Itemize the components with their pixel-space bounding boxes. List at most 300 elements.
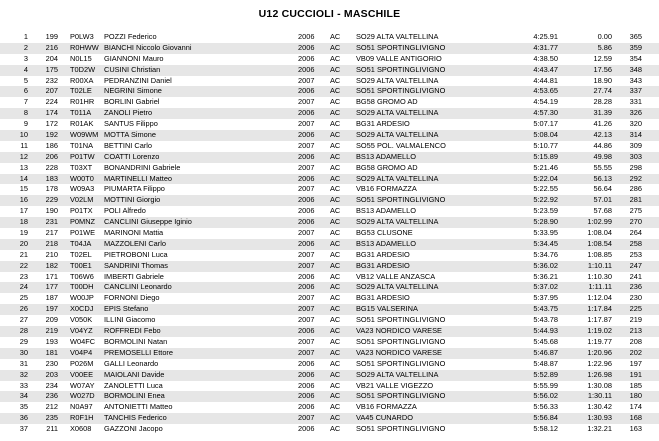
birth-year-cell: 2006 [298, 217, 315, 227]
team-cell: SO51 SPORTINGLIVIGNO [356, 336, 446, 346]
points-cell: 314 [629, 130, 642, 140]
team-cell: BS13 ADAMELLO [356, 151, 416, 161]
table-row [0, 32, 659, 43]
points-cell: 202 [629, 347, 642, 357]
bib-cell: 218 [45, 238, 58, 248]
table-row [0, 424, 659, 435]
points-cell: 258 [629, 238, 642, 248]
athlete-name-cell: COATTI Lorenzo [104, 151, 160, 161]
athlete-name-cell: SANTUS Filippo [104, 119, 158, 129]
position-cell: 32 [19, 369, 28, 379]
bib-cell: 234 [45, 380, 58, 390]
team-cell: VA23 NORDICO VARESE [356, 347, 442, 357]
time-cell: 5:56.02 [533, 391, 558, 401]
category-cell: AC [330, 86, 341, 96]
position-cell: 18 [19, 217, 28, 227]
code-cell: T011A [70, 108, 92, 118]
category-cell: AC [330, 249, 341, 259]
category-cell: AC [330, 402, 341, 412]
points-cell: 230 [629, 293, 642, 303]
position-cell: 16 [19, 195, 28, 205]
bib-cell: 182 [45, 260, 58, 270]
points-cell: 174 [629, 402, 642, 412]
category-cell: AC [330, 130, 341, 140]
time-cell: 5:52.89 [533, 369, 558, 379]
code-cell: T02LE [70, 86, 92, 96]
code-cell: P0MNZ [70, 217, 96, 227]
category-cell: AC [330, 64, 341, 74]
category-cell: AC [330, 271, 341, 281]
time-cell: 5:58.12 [533, 424, 558, 434]
time-cell: 4:38.50 [533, 53, 558, 63]
birth-year-cell: 2006 [298, 130, 315, 140]
bib-cell: 204 [45, 53, 58, 63]
athlete-name-cell: BETTINI Carlo [104, 140, 153, 150]
birth-year-cell: 2007 [298, 336, 315, 346]
points-cell: 185 [629, 380, 642, 390]
birth-year-cell: 2006 [298, 86, 315, 96]
time-cell: 5:10.77 [533, 140, 558, 150]
team-cell: SO51 SPORTINGLIVIGNO [356, 42, 446, 52]
category-cell: AC [330, 75, 341, 85]
position-cell: 33 [19, 380, 28, 390]
bib-cell: 181 [45, 347, 58, 357]
code-cell: V00EE [70, 369, 94, 379]
athlete-name-cell: SANDRINI Thomas [104, 260, 168, 270]
position-cell: 34 [19, 391, 28, 401]
code-cell: R0HWW [70, 42, 99, 52]
bib-cell: 187 [45, 293, 58, 303]
table-row [0, 370, 659, 381]
birth-year-cell: 2006 [298, 391, 315, 401]
category-cell: AC [330, 42, 341, 52]
bib-cell: 193 [45, 336, 58, 346]
bib-cell: 212 [45, 402, 58, 412]
table-row [0, 326, 659, 337]
athlete-name-cell: PIETROBONI Luca [104, 249, 168, 259]
position-cell: 21 [19, 249, 28, 259]
position-cell: 31 [19, 358, 28, 368]
time-cell: 5:15.89 [533, 151, 558, 161]
team-cell: SO51 SPORTINGLIVIGNO [356, 195, 446, 205]
athlete-name-cell: IMBERTI Gabriele [104, 271, 164, 281]
category-cell: AC [330, 358, 341, 368]
points-cell: 225 [629, 304, 642, 314]
table-row [0, 282, 659, 293]
time-cell: 4:53.65 [533, 86, 558, 96]
table-row [0, 239, 659, 250]
athlete-name-cell: CANCLINI Leonardo [104, 282, 172, 292]
birth-year-cell: 2007 [298, 75, 315, 85]
position-cell: 17 [19, 206, 28, 216]
time-cell: 4:43.47 [533, 64, 558, 74]
athlete-name-cell: BONANDRINI Gabriele [104, 162, 181, 172]
position-cell: 30 [19, 347, 28, 357]
team-cell: SO29 ALTA VALTELLINA [356, 217, 439, 227]
code-cell: W00T0 [70, 173, 94, 183]
category-cell: AC [330, 140, 341, 150]
time-cell: 5:37.95 [533, 293, 558, 303]
gap-cell: 31.39 [593, 108, 612, 118]
team-cell: BG31 ARDESIO [356, 119, 410, 129]
gap-cell: 1:10.30 [587, 271, 612, 281]
time-cell: 5:36.21 [533, 271, 558, 281]
birth-year-cell: 2007 [298, 162, 315, 172]
gap-cell: 17.56 [593, 64, 612, 74]
athlete-name-cell: ILLINI Giacomo [104, 315, 156, 325]
table-row [0, 43, 659, 54]
points-cell: 331 [629, 97, 642, 107]
team-cell: BG15 VALSERINA [356, 304, 418, 314]
table-row [0, 348, 659, 359]
athlete-name-cell: EPIS Stefano [104, 304, 149, 314]
table-row [0, 359, 659, 370]
athlete-name-cell: CUSINI Christian [104, 64, 161, 74]
table-row [0, 315, 659, 326]
team-cell: BG31 ARDESIO [356, 260, 410, 270]
points-cell: 247 [629, 260, 642, 270]
category-cell: AC [330, 315, 341, 325]
bib-cell: 171 [45, 271, 58, 281]
position-cell: 22 [19, 260, 28, 270]
bib-cell: 231 [45, 217, 58, 227]
team-cell: SO51 SPORTINGLIVIGNO [356, 358, 446, 368]
code-cell: T0D2W [70, 64, 96, 74]
time-cell: 5:23.59 [533, 206, 558, 216]
athlete-name-cell: PREMOSELLI Ettore [104, 347, 174, 357]
points-cell: 298 [629, 162, 642, 172]
points-cell: 236 [629, 282, 642, 292]
gap-cell: 1:08.04 [587, 228, 612, 238]
points-cell: 241 [629, 271, 642, 281]
team-cell: VA45 CUNARDO [356, 413, 413, 423]
team-cell: SO29 ALTA VALTELLINA [356, 173, 439, 183]
time-cell: 5:22.55 [533, 184, 558, 194]
code-cell: T04JA [70, 238, 92, 248]
points-cell: 275 [629, 206, 642, 216]
position-cell: 26 [19, 304, 28, 314]
time-cell: 5:46.87 [533, 347, 558, 357]
points-cell: 281 [629, 195, 642, 205]
code-cell: T00E1 [70, 260, 92, 270]
time-cell: 5:21.46 [533, 162, 558, 172]
gap-cell: 1:20.96 [587, 347, 612, 357]
bib-cell: 206 [45, 151, 58, 161]
points-cell: 213 [629, 326, 642, 336]
points-cell: 168 [629, 413, 642, 423]
table-row [0, 195, 659, 206]
athlete-name-cell: POZZI Federico [104, 32, 157, 41]
time-cell: 5:07.17 [533, 119, 558, 129]
position-cell: 9 [23, 119, 28, 129]
table-row [0, 130, 659, 141]
birth-year-cell: 2006 [298, 32, 315, 41]
athlete-name-cell: MOTTA Simone [104, 130, 157, 140]
category-cell: AC [330, 228, 341, 238]
points-cell: 343 [629, 75, 642, 85]
table-row [0, 76, 659, 87]
athlete-name-cell: POLI Alfredo [104, 206, 146, 216]
team-cell: SO29 ALTA VALTELLINA [356, 108, 439, 118]
code-cell: X0608 [70, 424, 92, 434]
gap-cell: 1:02.99 [587, 217, 612, 227]
team-cell: BS13 ADAMELLO [356, 238, 416, 248]
gap-cell: 1:30.93 [587, 413, 612, 423]
athlete-name-cell: MAZZOLENI Carlo [104, 238, 167, 248]
birth-year-cell: 2006 [298, 380, 315, 390]
table-row [0, 174, 659, 185]
category-cell: AC [330, 326, 341, 336]
position-cell: 14 [19, 173, 28, 183]
bib-cell: 183 [45, 173, 58, 183]
points-cell: 270 [629, 217, 642, 227]
code-cell: W027D [70, 391, 95, 401]
position-cell: 6 [23, 86, 28, 96]
position-cell: 4 [23, 64, 28, 74]
gap-cell: 44.86 [593, 140, 612, 150]
code-cell: V050K [70, 315, 93, 325]
time-cell: 5:37.02 [533, 282, 558, 292]
gap-cell: 56.64 [593, 184, 612, 194]
table-row [0, 272, 659, 283]
time-cell: 5:44.93 [533, 326, 558, 336]
time-cell: 5:43.75 [533, 304, 558, 314]
code-cell: P026M [70, 358, 94, 368]
athlete-name-cell: ZANOLI Pietro [104, 108, 153, 118]
category-cell: AC [330, 238, 341, 248]
bib-cell: 217 [45, 228, 58, 238]
category-cell: AC [330, 293, 341, 303]
birth-year-cell: 2006 [298, 206, 315, 216]
code-cell: W09A3 [70, 184, 95, 194]
bib-cell: 236 [45, 391, 58, 401]
position-cell: 10 [19, 130, 28, 140]
team-cell: SO29 ALTA VALTELLINA [356, 130, 439, 140]
bib-cell: 197 [45, 304, 58, 314]
athlete-name-cell: BIANCHI Niccolo Giovanni [104, 42, 192, 52]
team-cell: VB12 VALLE ANZASCA [356, 271, 436, 281]
code-cell: T02EL [70, 249, 92, 259]
code-cell: T00DH [70, 282, 94, 292]
code-cell: W07AY [70, 380, 95, 390]
gap-cell: 1:19.77 [587, 336, 612, 346]
team-cell: BS13 ADAMELLO [356, 206, 416, 216]
gap-cell: 1:32.21 [587, 424, 612, 434]
category-cell: AC [330, 108, 341, 118]
category-cell: AC [330, 413, 341, 423]
athlete-name-cell: PEDRANZINI Daniel [104, 75, 172, 85]
gap-cell: 1:30.42 [587, 402, 612, 412]
position-cell: 37 [19, 424, 28, 434]
points-cell: 253 [629, 249, 642, 259]
birth-year-cell: 2006 [298, 369, 315, 379]
birth-year-cell: 2006 [298, 326, 315, 336]
bib-cell: 210 [45, 249, 58, 259]
gap-cell: 5.86 [597, 42, 612, 52]
code-cell: T03XT [70, 162, 93, 172]
position-cell: 19 [19, 228, 28, 238]
time-cell: 4:25.91 [533, 32, 558, 41]
bib-cell: 190 [45, 206, 58, 216]
gap-cell: 1:11.11 [588, 282, 612, 292]
bib-cell: 203 [45, 369, 58, 379]
category-cell: AC [330, 424, 341, 434]
code-cell: N0L15 [70, 53, 92, 63]
gap-cell: 1:10.11 [587, 260, 612, 270]
athlete-name-cell: ANTONIETTI Matteo [104, 402, 173, 412]
bib-cell: 230 [45, 358, 58, 368]
team-cell: VB16 FORMAZZA [356, 402, 417, 412]
gap-cell: 28.28 [593, 97, 612, 107]
team-cell: BG58 GROMO AD [356, 97, 418, 107]
points-cell: 208 [629, 336, 642, 346]
points-cell: 365 [629, 32, 642, 41]
code-cell: V04YZ [70, 326, 93, 336]
time-cell: 5:56.33 [533, 402, 558, 412]
birth-year-cell: 2007 [298, 249, 315, 259]
gap-cell: 1:26.98 [587, 369, 612, 379]
table-row [0, 163, 659, 174]
team-cell: SO29 ALTA VALTELLINA [356, 282, 439, 292]
birth-year-cell: 2006 [298, 402, 315, 412]
code-cell: R00XA [70, 75, 94, 85]
gap-cell: 49.98 [593, 151, 612, 161]
bib-cell: 209 [45, 315, 58, 325]
points-cell: 348 [629, 64, 642, 74]
table-row [0, 304, 659, 315]
category-cell: AC [330, 151, 341, 161]
points-cell: 286 [629, 184, 642, 194]
category-cell: AC [330, 162, 341, 172]
time-cell: 5:48.87 [533, 358, 558, 368]
gap-cell: 56.13 [593, 173, 612, 183]
gap-cell: 1:17.84 [587, 304, 612, 314]
code-cell: V04P4 [70, 347, 93, 357]
team-cell: BG31 ARDESIO [356, 249, 410, 259]
points-cell: 292 [629, 173, 642, 183]
bib-cell: 229 [45, 195, 58, 205]
team-cell: VB16 FORMAZZA [356, 184, 417, 194]
position-cell: 20 [19, 238, 28, 248]
table-row [0, 413, 659, 424]
athlete-name-cell: PIUMARTA Filippo [104, 184, 165, 194]
position-cell: 2 [23, 42, 28, 52]
bib-cell: 178 [45, 184, 58, 194]
birth-year-cell: 2006 [298, 424, 315, 434]
code-cell: N0A97 [70, 402, 93, 412]
birth-year-cell: 2007 [298, 184, 315, 194]
birth-year-cell: 2007 [298, 228, 315, 238]
team-cell: SO29 ALTA VALTELLINA [356, 75, 439, 85]
gap-cell: 42.13 [593, 130, 612, 140]
table-row [0, 402, 659, 413]
table-row [0, 184, 659, 195]
time-cell: 5:34.76 [533, 249, 558, 259]
bib-cell: 186 [45, 140, 58, 150]
team-cell: VB09 VALLE ANTIGORIO [356, 53, 442, 63]
position-cell: 5 [23, 75, 28, 85]
time-cell: 5:22.04 [533, 173, 558, 183]
gap-cell: 1:17.87 [587, 315, 612, 325]
points-cell: 303 [629, 151, 642, 161]
athlete-name-cell: ZANOLETTI Luca [104, 380, 163, 390]
points-cell: 197 [629, 358, 642, 368]
athlete-name-cell: TANCHIS Federico [104, 413, 167, 423]
gap-cell: 1:12.04 [587, 293, 612, 303]
birth-year-cell: 2007 [298, 119, 315, 129]
code-cell: X0CDJ [70, 304, 94, 314]
team-cell: SO51 SPORTINGLIVIGNO [356, 86, 446, 96]
gap-cell: 1:19.02 [587, 326, 612, 336]
code-cell: T06W6 [70, 271, 94, 281]
code-cell: W09WM [70, 130, 99, 140]
time-cell: 5:34.45 [533, 238, 558, 248]
category-cell: AC [330, 184, 341, 194]
bib-cell: 216 [45, 42, 58, 52]
points-cell: 219 [629, 315, 642, 325]
points-cell: 163 [629, 424, 642, 434]
bib-cell: 228 [45, 162, 58, 172]
birth-year-cell: 2007 [298, 304, 315, 314]
athlete-name-cell: MAIOLANI Davide [104, 369, 165, 379]
athlete-name-cell: FORNONI Diego [104, 293, 160, 303]
position-cell: 15 [19, 184, 28, 194]
birth-year-cell: 2006 [298, 108, 315, 118]
team-cell: BG58 GROMO AD [356, 162, 418, 172]
gap-cell: 0.00 [597, 32, 612, 41]
team-cell: VA23 NORDICO VARESE [356, 326, 442, 336]
birth-year-cell: 2006 [298, 53, 315, 63]
team-cell: VB21 VALLE VIGEZZO [356, 380, 434, 390]
position-cell: 3 [23, 53, 28, 63]
code-cell: T01NA [70, 140, 94, 150]
position-cell: 13 [19, 162, 28, 172]
bib-cell: 172 [45, 119, 58, 129]
table-row [0, 228, 659, 239]
bib-cell: 235 [45, 413, 58, 423]
position-cell: 25 [19, 293, 28, 303]
table-row [0, 54, 659, 65]
code-cell: R0F1H [70, 413, 94, 423]
bib-cell: 199 [45, 32, 58, 41]
category-cell: AC [330, 195, 341, 205]
points-cell: 326 [629, 108, 642, 118]
birth-year-cell: 2007 [298, 413, 315, 423]
gap-cell: 27.74 [593, 86, 612, 96]
athlete-name-cell: MARINONI Mattia [104, 228, 164, 238]
gap-cell: 1:22.96 [587, 358, 612, 368]
points-cell: 337 [629, 86, 642, 96]
category-cell: AC [330, 53, 341, 63]
birth-year-cell: 2006 [298, 42, 315, 52]
birth-year-cell: 2006 [298, 282, 315, 292]
team-cell: SO51 SPORTINGLIVIGNO [356, 424, 446, 434]
table-row [0, 381, 659, 392]
position-cell: 29 [19, 336, 28, 346]
points-cell: 191 [629, 369, 642, 379]
position-cell: 28 [19, 326, 28, 336]
gap-cell: 18.90 [593, 75, 612, 85]
team-cell: SO29 ALTA VALTELLINA [356, 32, 439, 41]
code-cell: R01HR [70, 97, 95, 107]
time-cell: 5:33.95 [533, 228, 558, 238]
table-row [0, 97, 659, 108]
position-cell: 36 [19, 413, 28, 423]
category-cell: AC [330, 32, 341, 41]
category-cell: AC [330, 304, 341, 314]
table-row [0, 152, 659, 163]
gap-cell: 41.26 [593, 119, 612, 129]
